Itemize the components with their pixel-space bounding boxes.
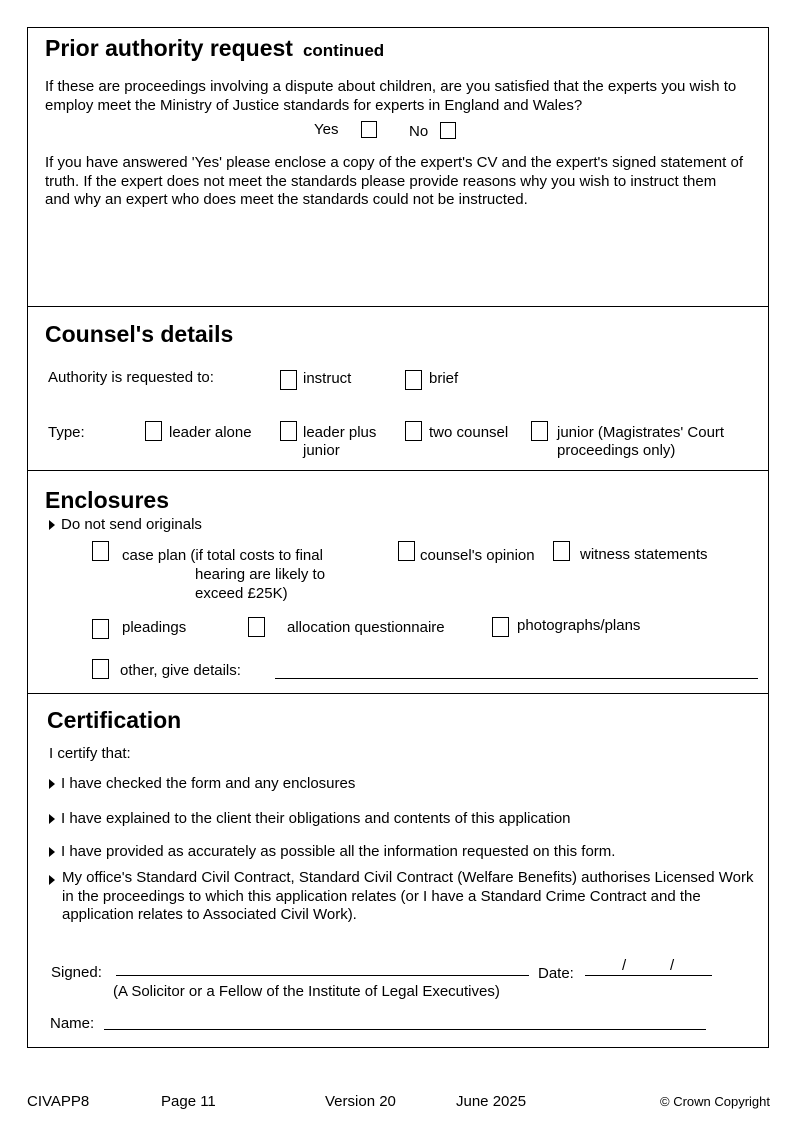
two-counsel-checkbox[interactable]: [405, 421, 422, 441]
other-checkbox[interactable]: [92, 659, 109, 679]
case-plan-label-3: exceed £25K): [195, 585, 288, 602]
leader-alone-checkbox[interactable]: [145, 421, 162, 441]
name-field[interactable]: [104, 1029, 706, 1030]
footer-date: June 2025: [456, 1093, 527, 1110]
no-checkbox[interactable]: [440, 122, 456, 139]
bullet-icon: [49, 779, 55, 789]
junior-label-2: proceedings only): [557, 442, 676, 459]
counsels-opinion-checkbox[interactable]: [398, 541, 415, 561]
certification-section: [28, 694, 768, 1048]
leader-plus-junior-label-1: leader plus: [303, 424, 377, 441]
other-label: other, give details:: [120, 662, 241, 679]
title-continued: continued: [302, 41, 385, 60]
two-counsel-label: two counsel: [429, 424, 509, 441]
allocation-questionnaire-checkbox[interactable]: [248, 617, 265, 637]
signed-note: (A Solicitor or a Fellow of the Institute of Legal Executives): [113, 983, 500, 1000]
certification-item: I have provided as accurately as possible all the information requested on this form.: [49, 843, 615, 861]
copyright: © Crown Copyright: [660, 1094, 771, 1109]
leader-plus-junior-checkbox[interactable]: [280, 421, 297, 441]
witness-statements-label: witness statements: [580, 546, 708, 563]
date-separator: /: [670, 957, 675, 974]
prior-authority-section: [28, 28, 768, 306]
children-dispute-question: If these are proceedings involving a dispute about children, are you satisfied that the experts you wish to employ meet the Ministry of Justice standards for experts in England and Wales?: [45, 78, 737, 114]
form-frame: [27, 27, 769, 1048]
pleadings-checkbox[interactable]: [92, 619, 109, 639]
yes-label: Yes: [314, 121, 339, 138]
date-separator: /: [622, 957, 627, 974]
bullet-icon: [49, 871, 61, 889]
enclosures-section: [28, 471, 768, 693]
no-label: No: [409, 123, 429, 140]
counsels-opinion-label: counsel's opinion: [420, 547, 535, 564]
certification-item: I have checked the form and any enclosures: [49, 775, 355, 793]
photographs-plans-label: photographs/plans: [517, 617, 641, 634]
type-label: Type:: [48, 424, 85, 441]
date-field[interactable]: [585, 975, 712, 976]
photographs-plans-checkbox[interactable]: [492, 617, 509, 637]
bullet-icon: [49, 847, 55, 857]
certification-item: I have explained to the client their obligations and contents of this application: [49, 810, 571, 828]
certification-item: My office's Standard Civil Contract, Standard Civil Contract (Welfare Benefits) authorises Licensed Work in the proceedings to which this application relates (or I have a Standard Crime Contract and the application relates to Associated Civil Work).: [62, 869, 754, 923]
case-plan-label-1: case plan (if total costs to final: [122, 547, 323, 564]
version: Version 20: [325, 1093, 396, 1110]
junior-label-1: junior (Magistrates' Court: [557, 424, 725, 441]
authority-label: Authority is requested to:: [48, 369, 214, 386]
section-title: Prior authority request continued: [45, 35, 385, 61]
yes-checkbox[interactable]: [361, 121, 377, 138]
certify-intro: I certify that:: [49, 745, 131, 762]
case-plan-label-2: hearing are likely to: [195, 566, 326, 583]
bullet-icon: [49, 520, 55, 530]
pleadings-label: pleadings: [122, 619, 187, 636]
leader-alone-label: leader alone: [169, 424, 252, 441]
date-label: Date:: [538, 965, 574, 982]
page-number: Page 11: [161, 1093, 216, 1110]
junior-checkbox[interactable]: [531, 421, 548, 441]
section-title: Counsel's details: [45, 321, 234, 347]
witness-statements-checkbox[interactable]: [553, 541, 570, 561]
section-title: Enclosures: [45, 487, 169, 513]
instruct-checkbox[interactable]: [280, 370, 297, 390]
form-code: CIVAPP8: [27, 1093, 90, 1110]
name-label: Name:: [50, 1015, 95, 1032]
case-plan-checkbox[interactable]: [92, 541, 109, 561]
originals-note: Do not send originals: [49, 516, 202, 534]
counsel-section: [28, 307, 768, 470]
other-details-field[interactable]: [275, 678, 758, 679]
signed-label: Signed:: [51, 964, 102, 981]
allocation-questionnaire-label: allocation questionnaire: [287, 619, 445, 636]
brief-checkbox[interactable]: [405, 370, 422, 390]
leader-plus-junior-label-2: junior: [303, 442, 340, 459]
expert-instructions: If you have answered 'Yes' please enclose a copy of the expert's CV and the expert's signed statement of truth. If the expert does not meet the standards please provide reasons why you wish to instruct them and why an expert who does meet the standards could not be instructed.: [45, 154, 743, 208]
instruct-label: instruct: [303, 370, 352, 387]
bullet-icon: [49, 814, 55, 824]
signature-field[interactable]: [116, 975, 529, 976]
brief-label: brief: [429, 370, 459, 387]
section-title: Certification: [47, 707, 182, 733]
